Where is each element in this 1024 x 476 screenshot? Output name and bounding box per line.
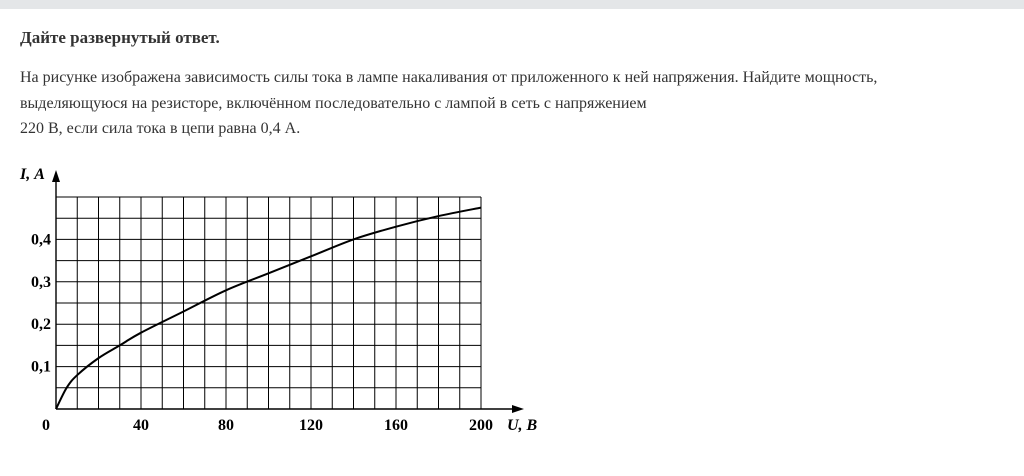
- x-tick-label: 120: [299, 417, 323, 434]
- problem-line: На рисунке изображена зависимость силы тока в лампе накаливания от приложенного к ней напряжения. Найдите мощность,: [20, 69, 878, 86]
- x-tick-label: 160: [384, 417, 408, 434]
- axes: [52, 170, 524, 413]
- y-tick-label: 0,1: [31, 358, 51, 376]
- x-axis-label: U, В: [507, 417, 538, 434]
- current-voltage-chart: [0, 150, 580, 470]
- top-bar: [0, 0, 1024, 9]
- origin-label: 0: [42, 417, 50, 434]
- x-tick-label: 200: [469, 417, 493, 434]
- task-heading: Дайте развернутый ответ.: [20, 28, 220, 47]
- grid: [56, 197, 481, 409]
- problem-text: [20, 65, 1010, 142]
- x-tick-label: 40: [133, 417, 149, 434]
- y-tick-label: 0,4: [31, 231, 51, 249]
- y-axis-arrow: [52, 170, 60, 182]
- y-axis-label: I, А: [20, 166, 45, 183]
- x-axis-arrow: [512, 405, 524, 413]
- problem-line: 220 В, если сила тока в цепи равна 0,4 А.: [20, 120, 301, 137]
- x-tick-label: 80: [218, 417, 234, 434]
- y-tick-label: 0,2: [31, 316, 51, 334]
- y-tick-label: 0,3: [31, 273, 51, 291]
- tick-labels: [31, 231, 493, 434]
- problem-line: выделяющуюся на резисторе, включённом последовательно с лампой в сеть с напряжением: [20, 94, 647, 112]
